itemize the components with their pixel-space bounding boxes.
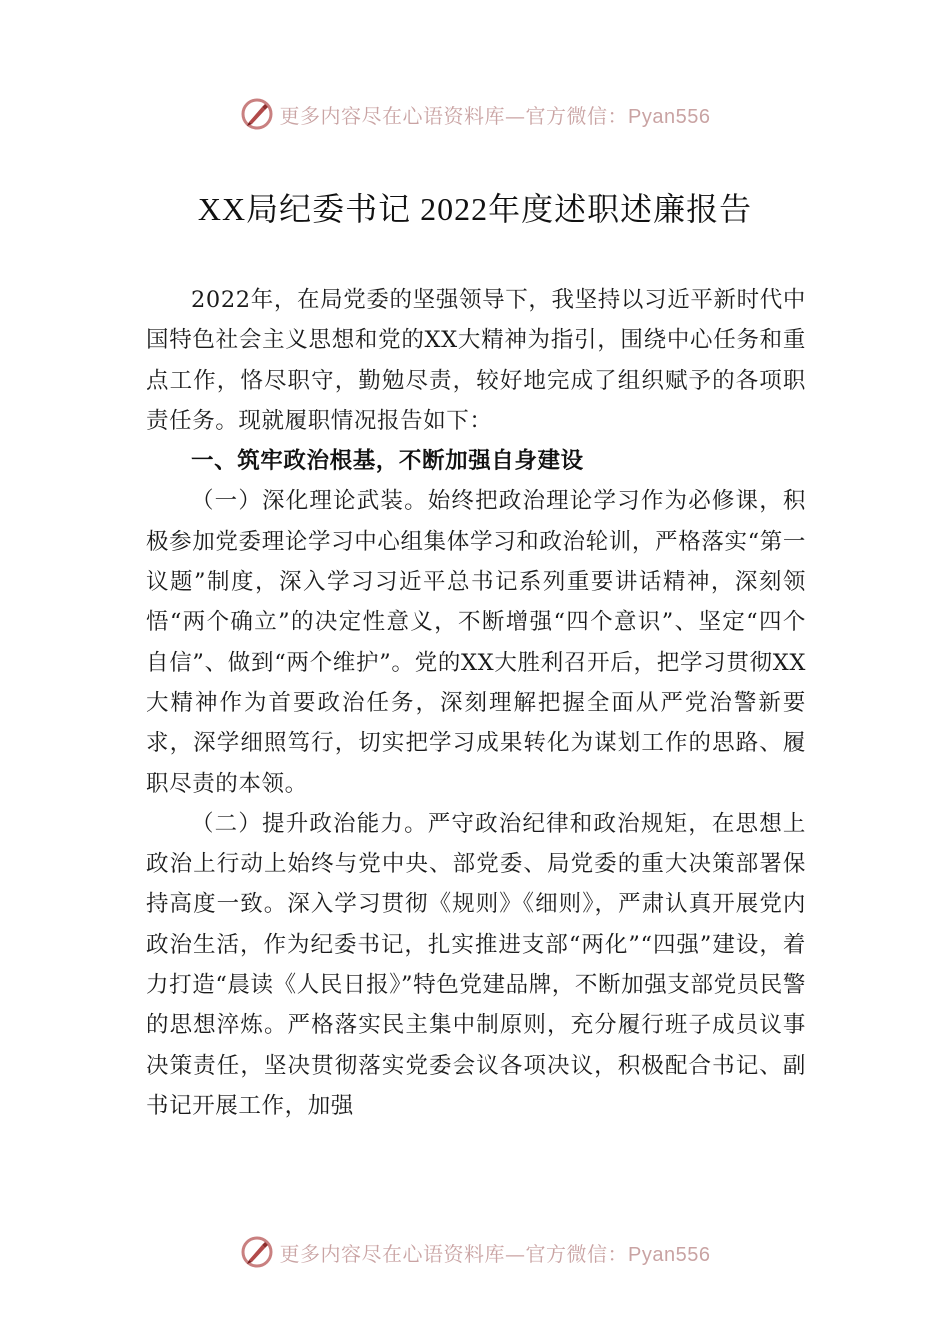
document-title: XX局纪委书记 2022年度述职述廉报告 bbox=[197, 191, 753, 227]
header-banner bbox=[0, 94, 950, 134]
paragraph-theory-study: （一）深化理论武装。始终把政治理论学习作为必修课，积极参加党委理论学习中心组集体学习和政治轮训，严格落实“第一议题”制度，深入学习习近平总书记系列重要讲话精神，深刻领悟“两个确立”的决定性意义，不断增强“四个意识”、坚定“四个自信”、做到“两个维护”。党的XX大胜利召开后，把学习贯彻XX大精神作为首要政治任务，深刻理解把握全面从严党治警新要求，深学细照笃行，切实把学习成果转化为谋划工作的思路、履职尽责的本领。 bbox=[146, 488, 806, 797]
intro-paragraph: 2022年，在局党委的坚强领导下，我坚持以习近平新时代中国特色社会主义思想和党的XX大精神为指引，围绕中心任务和重点工作，恪尽职守，勤勉尽责，较好地完成了组织赋予的各项职责任务。现就履职情况报告如下： bbox=[146, 287, 806, 434]
wechat-id: Pyan556 bbox=[628, 1243, 711, 1266]
wechat-id: Pyan556 bbox=[628, 105, 711, 128]
paragraph-political-ability: （二）提升政治能力。严守政治纪律和政治规矩，在思想上政治上行动上始终与党中央、部党委、局党委的重大决策部署保持高度一致。深入学习贯彻《规则》《细则》，严肃认真开展党内政治生活，作为纪委书记，扎实推进支部“两化”“四强”建设，着力打造“晨读《人民日报》”特色党建品牌，不断加强支部党员民警的思想淬炼。严格落实民主集中制原则，充分履行班子成员议事决策责任，坚决贯彻落实党委会议各项决议，积极配合书记、副书记开展工作，加强 bbox=[146, 810, 806, 1119]
document-body bbox=[146, 280, 806, 1126]
pen-logo-icon bbox=[240, 1235, 274, 1269]
section-heading-1: 一、筑牢政治根基，不断加强自身建设 bbox=[191, 448, 584, 475]
pen-logo-icon bbox=[240, 97, 274, 131]
banner-caption: 更多内容尽在心语资料库—官方微信：Pyan556 bbox=[279, 1241, 711, 1266]
footer-banner bbox=[0, 1232, 950, 1272]
banner-caption: 更多内容尽在心语资料库—官方微信：Pyan556 bbox=[279, 103, 711, 128]
